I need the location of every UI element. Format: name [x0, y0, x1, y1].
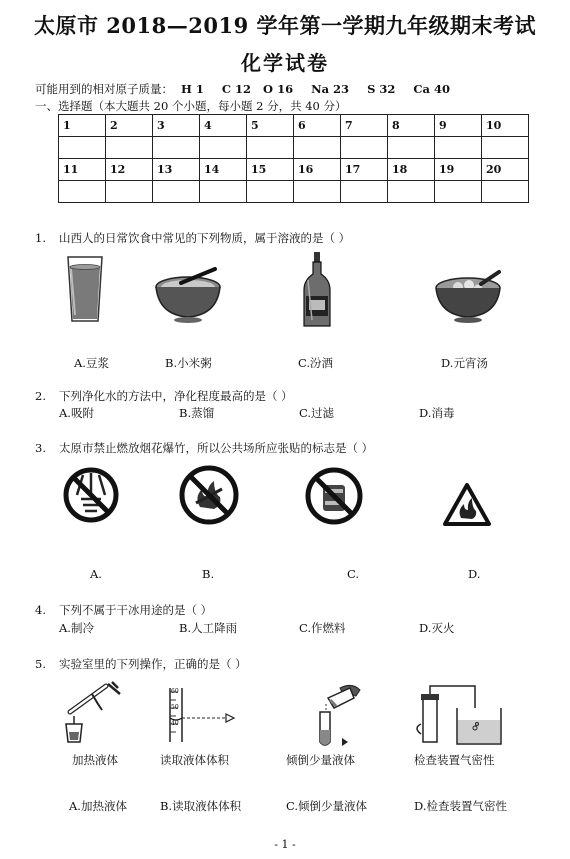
answer-number-cell: 15 — [247, 159, 294, 181]
answer-number-cell: 7 — [341, 115, 388, 137]
answer-blank-cell[interactable] — [435, 181, 482, 203]
option-2b[interactable]: B.蒸馏 — [179, 406, 215, 420]
airtightness-check-diagram — [417, 684, 517, 748]
atomic-mass-c: C 12 — [221, 82, 252, 96]
heating-liquid-diagram — [62, 680, 124, 748]
answer-number-cell: 10 — [482, 115, 529, 137]
question-text: 山西人的日常饮食中常见的下列物质，属于溶液的是（ ） — [59, 231, 351, 245]
option-2a[interactable]: A.吸附 — [59, 406, 94, 420]
option-4a[interactable]: A.制冷 — [59, 621, 94, 635]
answer-blank-cell[interactable] — [294, 137, 341, 159]
answer-number-cell: 3 — [153, 115, 200, 137]
answer-number-cell: 12 — [106, 159, 153, 181]
answer-blank-cell[interactable] — [247, 137, 294, 159]
answer-number-cell: 6 — [294, 115, 341, 137]
answer-table-number-row — [59, 159, 529, 181]
answer-number-cell: 19 — [435, 159, 482, 181]
answer-number-cell: 9 — [435, 115, 482, 137]
atomic-mass-s: S 32 — [367, 82, 396, 96]
answer-number-cell: 13 — [153, 159, 200, 181]
answer-blank-cell[interactable] — [106, 181, 153, 203]
section-header: 一、选择题（本大题共 20 个小题，每小题 2 分，共 40 分） — [35, 99, 347, 113]
question-2 — [35, 388, 293, 404]
question-number: 3. — [35, 441, 46, 455]
answer-blank-cell[interactable] — [153, 137, 200, 159]
answer-blank-cell[interactable] — [482, 181, 529, 203]
answer-number-cell: 2 — [106, 115, 153, 137]
page-number: - 1 - — [274, 838, 296, 851]
option-2d[interactable]: D.消毒 — [419, 406, 455, 420]
answer-number-cell: 16 — [294, 159, 341, 181]
option-2c[interactable]: C.过滤 — [299, 406, 335, 420]
atomic-masses-line — [35, 82, 450, 96]
yuanxiao-soup-bowl-image — [433, 270, 503, 325]
cylinder-scale-40: 40 — [171, 720, 179, 727]
answer-number-cell: 14 — [200, 159, 247, 181]
answer-table-blank-row — [59, 181, 529, 203]
answer-table-blank-row — [59, 137, 529, 159]
answer-blank-cell[interactable] — [59, 181, 106, 203]
option-5d[interactable]: D.检查装置气密性 — [414, 799, 507, 813]
question-number: 2. — [35, 389, 46, 403]
atomic-mass-na: Na 23 — [311, 82, 350, 96]
answer-blank-cell[interactable] — [388, 137, 435, 159]
option-5a[interactable]: A.加热液体 — [69, 799, 127, 813]
answer-blank-cell[interactable] — [294, 181, 341, 203]
option-4c[interactable]: C.作燃料 — [299, 621, 346, 635]
option-4d[interactable]: D.灭火 — [419, 621, 455, 635]
no-fireworks-sign-icon — [63, 465, 119, 525]
answer-number-cell: 5 — [247, 115, 294, 137]
answer-number-cell: 17 — [341, 159, 388, 181]
answer-blank-cell[interactable] — [106, 137, 153, 159]
soy-milk-glass-image — [65, 255, 105, 325]
option-5c[interactable]: C.倾倒少量液体 — [286, 799, 368, 813]
flammable-warning-sign-icon — [442, 482, 492, 528]
no-burning-sign-icon — [178, 463, 240, 527]
pouring-liquid-diagram — [300, 682, 370, 748]
question-5 — [35, 656, 247, 672]
exam-title: 太原市 2018—2019 学年第一学期九年级期末考试 — [33, 13, 536, 38]
option-1a[interactable]: A.豆浆 — [74, 356, 109, 370]
millet-porridge-bowl-image — [153, 265, 223, 325]
answer-blank-cell[interactable] — [153, 181, 200, 203]
fen-liquor-bottle-image — [302, 250, 332, 330]
option-3c[interactable]: C. — [347, 567, 360, 581]
caption-heating-liquid: 加热液体 — [72, 753, 118, 767]
reading-volume-diagram — [160, 688, 240, 743]
atomic-masses-label: 可能用到的相对原子质量： — [35, 82, 173, 96]
caption-pouring-liquid: 倾倒少量液体 — [286, 753, 355, 767]
question-1 — [35, 230, 350, 246]
answer-blank-cell[interactable] — [388, 181, 435, 203]
answer-blank-cell[interactable] — [59, 137, 106, 159]
cylinder-scale-50: 50 — [171, 704, 179, 711]
exam-subtitle: 化学试卷 — [241, 51, 329, 75]
option-3b[interactable]: B. — [202, 567, 215, 581]
question-4 — [35, 602, 212, 618]
answer-blank-cell[interactable] — [341, 137, 388, 159]
caption-airtightness-check: 检查装置气密性 — [414, 753, 495, 767]
answer-blank-cell[interactable] — [482, 137, 529, 159]
no-firecrackers-sign-icon — [305, 465, 363, 527]
option-4b[interactable]: B.人工降雨 — [179, 621, 238, 635]
answer-blank-cell[interactable] — [200, 181, 247, 203]
atomic-mass-o: O 16 — [263, 82, 294, 96]
option-1c[interactable]: C.汾酒 — [298, 356, 334, 370]
answer-number-cell: 4 — [200, 115, 247, 137]
atomic-mass-h: H 1 — [181, 82, 204, 96]
question-3 — [35, 440, 373, 456]
caption-reading-volume: 读取液体体积 — [160, 753, 229, 767]
cylinder-scale-60: 60 — [171, 688, 179, 695]
option-1d[interactable]: D.元宵汤 — [441, 356, 488, 370]
question-text: 下列不属于干冰用途的是（ ） — [59, 603, 213, 617]
option-3d[interactable]: D. — [468, 567, 481, 581]
answer-blank-cell[interactable] — [247, 181, 294, 203]
question-text: 下列净化水的方法中，净化程度最高的是（ ） — [59, 389, 293, 403]
question-text: 实验室里的下列操作，正确的是（ ） — [59, 657, 247, 671]
answer-number-cell: 11 — [59, 159, 106, 181]
answer-table — [58, 114, 529, 203]
atomic-mass-ca: Ca 40 — [413, 82, 450, 96]
option-1b[interactable]: B.小米粥 — [165, 356, 212, 370]
question-number: 4. — [35, 603, 46, 617]
question-number: 5. — [35, 657, 46, 671]
option-5b[interactable]: B.读取液体体积 — [160, 799, 242, 813]
answer-blank-cell[interactable] — [341, 181, 388, 203]
answer-table-number-row — [59, 115, 529, 137]
answer-number-cell: 8 — [388, 115, 435, 137]
question-number: 1. — [35, 231, 46, 245]
answer-blank-cell[interactable] — [435, 137, 482, 159]
answer-number-cell: 1 — [59, 115, 106, 137]
answer-number-cell: 20 — [482, 159, 529, 181]
option-3a[interactable]: A. — [90, 567, 102, 581]
question-text: 太原市禁止燃放烟花爆竹，所以公共场所应张贴的标志是（ ） — [59, 441, 374, 455]
answer-blank-cell[interactable] — [200, 137, 247, 159]
answer-number-cell: 18 — [388, 159, 435, 181]
